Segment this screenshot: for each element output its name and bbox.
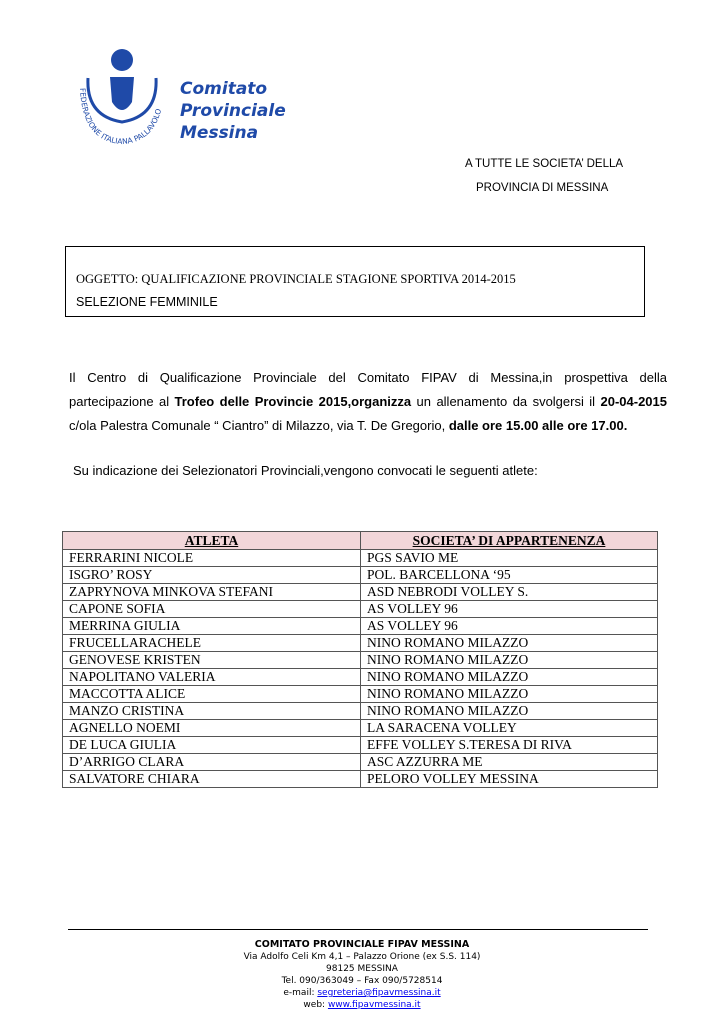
table-row	[63, 754, 658, 771]
athlete-name-cell: CAPONE SOFIA	[63, 601, 361, 618]
footer-city: 98125 MESSINA	[326, 964, 398, 974]
table-row	[63, 669, 658, 686]
body-p1-e: c/ola Palestra Comunale “ Ciantro” di Milazzo, via T. De Gregorio,	[69, 418, 449, 433]
footer	[0, 939, 724, 1011]
club-name-cell: PGS SAVIO ME	[361, 550, 658, 567]
athlete-name-cell: SALVATORE CHIARA	[63, 771, 361, 788]
body-paragraph-2: Su indicazione dei Selezionatori Provinciali,vengono convocati le seguenti atlete:	[73, 463, 538, 478]
club-name-cell: EFFE VOLLEY S.TERESA DI RIVA	[361, 737, 658, 754]
header-club: SOCIETA’ DI APPARTENENZA	[361, 532, 658, 550]
body-p1-c: un allenamento da svolgersi il	[411, 394, 601, 409]
athletes-table	[62, 531, 658, 788]
footer-title: COMITATO PROVINCIALE FIPAV MESSINA	[254, 939, 470, 950]
athlete-name-cell: D’ARRIGO CLARA	[63, 754, 361, 771]
logo-line-1: Comitato	[180, 79, 268, 99]
addressee-line-2: PROVINCIA DI MESSINA	[476, 182, 609, 194]
table-row	[63, 720, 658, 737]
body-p1-line-3	[69, 414, 667, 438]
body-trophy-name: Trofeo delle Provincie 2015,organizza	[174, 394, 412, 409]
club-name-cell: PELORO VOLLEY MESSINA	[361, 771, 658, 788]
footer-email-line	[0, 987, 724, 999]
club-name-cell: NINO ROMANO MILAZZO	[361, 635, 658, 652]
footer-web-label: web:	[303, 1000, 328, 1010]
subject-object: OGGETTO: QUALIFICAZIONE PROVINCIALE STAGIONE SPORTIVA 2014-2015	[76, 272, 516, 286]
athlete-name-cell: MERRINA GIULIA	[63, 618, 361, 635]
fipav-logo-icon	[74, 44, 174, 154]
athlete-name-cell: AGNELLO NOEMI	[63, 720, 361, 737]
addressee-line-1: A TUTTE LE SOCIETA’ DELLA	[465, 158, 624, 170]
club-name-cell: NINO ROMANO MILAZZO	[361, 703, 658, 720]
athlete-name-cell: FRUCELLARACHELE	[63, 635, 361, 652]
athlete-name-cell: FERRARINI NICOLE	[63, 550, 361, 567]
body-p1-a: partecipazione al	[69, 394, 175, 409]
body-date: 20-04-2015	[600, 394, 667, 409]
club-name-cell: LA SARACENA VOLLEY	[361, 720, 658, 737]
table-row	[63, 703, 658, 720]
athlete-name-cell: MACCOTTA ALICE	[63, 686, 361, 703]
club-name-cell: AS VOLLEY 96	[361, 618, 658, 635]
logo-line-2: Provinciale	[180, 101, 286, 121]
athlete-name-cell: NAPOLITANO VALERIA	[63, 669, 361, 686]
club-name-cell: POL. BARCELLONA ‘95	[361, 567, 658, 584]
subject-section: SELEZIONE FEMMINILE	[76, 295, 218, 309]
table-row	[63, 686, 658, 703]
table-row	[63, 635, 658, 652]
subject-box	[65, 246, 645, 317]
footer-address: Via Adolfo Celi Km 4,1 – Palazzo Orione (ex S.S. 114)	[243, 952, 481, 962]
table-row	[63, 652, 658, 669]
footer-email-link[interactable]: segreteria@fipavmessina.it	[317, 988, 441, 998]
body-p1-line-1: Il Centro di Qualificazione Provinciale del Comitato FIPAV di Messina,in prospettiva della	[69, 370, 667, 385]
table-body	[63, 550, 658, 788]
athlete-name-cell: MANZO CRISTINA	[63, 703, 361, 720]
table-row	[63, 618, 658, 635]
footer-phone: Tel. 090/363049 – Fax 090/5728514	[281, 976, 443, 986]
table-header-row	[63, 532, 658, 550]
athlete-name-cell: DE LUCA GIULIA	[63, 737, 361, 754]
athlete-name-cell: ZAPRYNOVA MINKOVA STEFANI	[63, 584, 361, 601]
body-p1-line-2	[69, 390, 667, 414]
logo-ring-text: FEDERAZIONE ITALIANA PALLAVOLO	[77, 87, 164, 147]
club-name-cell: NINO ROMANO MILAZZO	[361, 686, 658, 703]
footer-divider	[68, 929, 648, 930]
table-row	[63, 550, 658, 567]
club-name-cell: ASD NEBRODI VOLLEY S.	[361, 584, 658, 601]
logo-line-3: Messina	[180, 123, 259, 143]
footer-web-link[interactable]: www.fipavmessina.it	[327, 1000, 421, 1010]
club-name-cell: AS VOLLEY 96	[361, 601, 658, 618]
athlete-name-cell: ISGRO’ ROSY	[63, 567, 361, 584]
fipav-logo	[74, 44, 174, 154]
footer-web-line	[0, 999, 724, 1011]
club-name-cell: NINO ROMANO MILAZZO	[361, 669, 658, 686]
table-row	[63, 584, 658, 601]
athlete-name-cell: GENOVESE KRISTEN	[63, 652, 361, 669]
header-athlete: ATLETA	[63, 532, 361, 550]
table-row	[63, 567, 658, 584]
body-paragraph-1	[69, 366, 667, 438]
club-name-cell: NINO ROMANO MILAZZO	[361, 652, 658, 669]
footer-email-label: e-mail:	[283, 988, 318, 998]
table-row	[63, 737, 658, 754]
club-name-cell: ASC AZZURRA ME	[361, 754, 658, 771]
table-row	[63, 601, 658, 618]
table-row	[63, 771, 658, 788]
body-time: dalle ore 15.00 alle ore 17.00.	[448, 418, 628, 433]
